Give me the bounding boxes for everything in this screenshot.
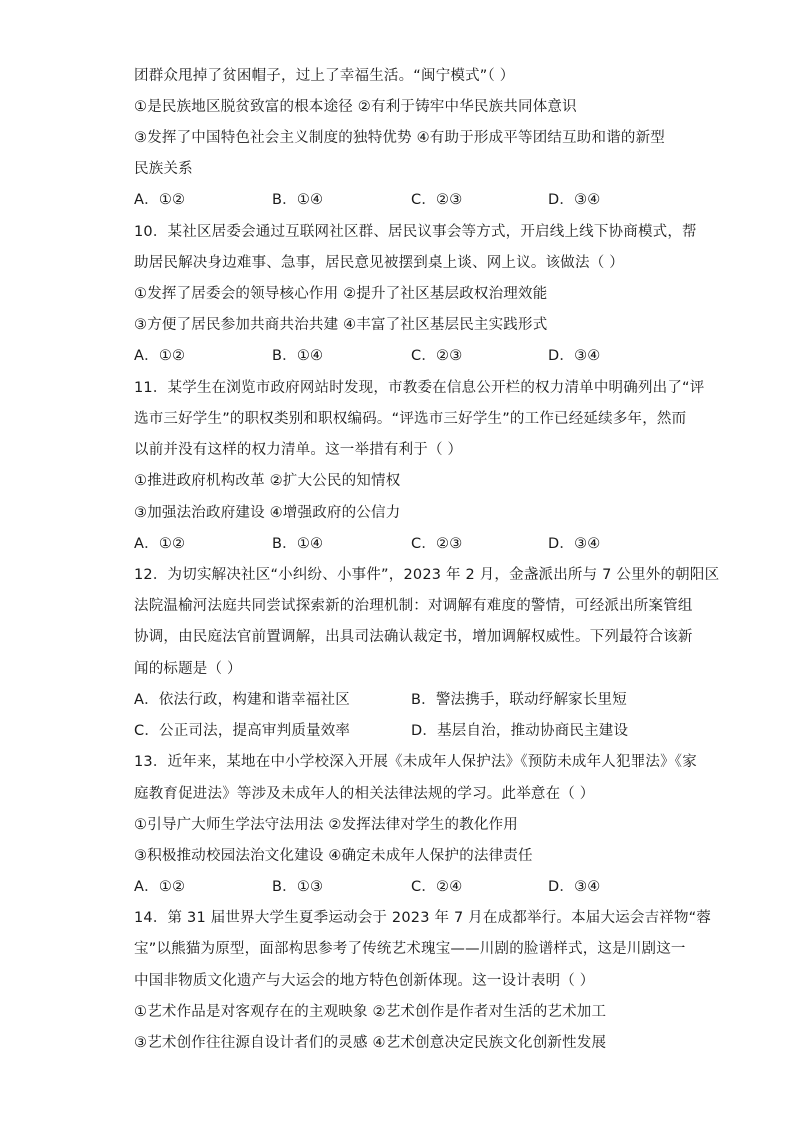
q10-option-b: B．①④ [272,348,324,364]
q12-option-b: B．警法携手，联动纾解家长里短 [411,692,627,708]
q14-stem-2: 宝”以熊猫为原型，面部构思参考了传统艺术瑰宝——川剧的脸谱样式，这是川剧这一 [134,941,686,957]
q13-option-a: A．①② [134,879,186,895]
q11-statements-1: ①推进政府机构改革 ②扩大公民的知情权 [134,473,401,489]
q11-stem-3: 以前并没有这样的权力清单。这一举措有利于（ ） [134,442,463,458]
q13-statements-2: ③积极推动校园法治文化建设 ④确定未成年人保护的法律责任 [134,848,533,864]
q14-statements-1: ①艺术作品是对客观存在的主观映象 ②艺术创作是作者对生活的艺术加工 [134,1004,607,1020]
q11-option-d: D．③④ [548,536,601,552]
q13-stem-2: 庭教育促进法》等涉及未成年人的相关法律法规的学习。此举意在（ ） [134,786,595,802]
q9-statements-2-cont: 民族关系 [134,161,193,177]
q13-stem-1: 13．近年来，某地在中小学校深入开展《未成年人保护法》《预防未成年人犯罪法》《家 [134,754,697,770]
q13-option-b: B．①③ [272,879,324,895]
q12-stem-4: 闻的标题是（ ） [134,661,242,677]
q13-option-c: C．②④ [411,879,463,895]
q12-stem-1: 12．为切实解决社区“小纠纷、小事件”，2023 年 2 月，金盏派出所与 7 公里外的朝阳区 [134,567,720,583]
q10-stem-2: 助居民解决身边难事、急事，居民意见被摆到桌上谈、网上议。该做法（ ） [134,255,624,271]
q10-option-a: A．①② [134,348,186,364]
q9-option-d: D．③④ [548,192,601,208]
q10-statements-2: ③方便了居民参加共商共治共建 ④丰富了社区基层民主实践形式 [134,317,548,333]
q12-option-c: C．公正司法，提高审判质量效率 [134,723,351,739]
q11-stem-1: 11．某学生在浏览市政府网站时发现，市教委在信息公开栏的权力清单中明确列出了“评 [134,380,705,396]
q13-option-d: D．③④ [548,879,601,895]
q10-option-d: D．③④ [548,348,601,364]
q9-statements-1: ①是民族地区脱贫致富的根本途径 ②有利于铸牢中华民族共同体意识 [134,99,577,115]
q14-statements-2: ③艺术创作往往源自设计者们的灵感 ④艺术创意决定民族文化创新性发展 [134,1035,607,1051]
q12-option-d: D．基层自治，推动协商民主建设 [411,723,629,739]
q12-stem-2: 法院温榆河法庭共同尝试探索新的治理机制：对调解有难度的警情，可经派出所案管组 [134,598,693,614]
q13-statements-1: ①引导广大师生学法守法用法 ②发挥法律对学生的教化作用 [134,817,519,833]
q14-stem-1: 14．第 31 届世界大学生夏季运动会于 2023 年 7 月在成都举行。本届大运会吉祥物“蓉 [134,910,712,926]
q12-option-a: A．依法行政，构建和谐幸福社区 [134,692,350,708]
q14-stem-3: 中国非物质文化遗产与大运会的地方特色创新体现。这一设计表明（ ） [134,973,595,989]
q11-statements-2: ③加强法治政府建设 ④增强政府的公信力 [134,505,401,521]
q12-stem-3: 协调，由民庭法官前置调解，出具司法确认裁定书，增加调解权威性。下列最符合该新 [134,629,693,645]
q10-statements-1: ①发挥了居委会的领导核心作用 ②提升了社区基层政权治理效能 [134,286,548,302]
q11-option-c: C．②③ [411,536,463,552]
q11-option-a: A．①② [134,536,186,552]
q9-stem-end: 团群众甩掉了贫困帽子，过上了幸福生活。“闽宁模式”（ ） [134,68,515,84]
q9-statements-2: ③发挥了中国特色社会主义制度的独特优势 ④有助于形成平等团结互助和谐的新型 [134,130,666,146]
q11-stem-2: 选市三好学生”的职权类别和职权编码。“评选市三好学生”的工作已经延续多年，然而 [134,411,687,427]
q9-option-a: A．①② [134,192,186,208]
q9-option-c: C．②③ [411,192,463,208]
q10-stem-1: 10．某社区居委会通过互联网社区群、居民议事会等方式，开启线上线下协商模式，帮 [134,224,697,240]
q10-option-c: C．②③ [411,348,463,364]
q9-option-b: B．①④ [272,192,324,208]
q11-option-b: B．①④ [272,536,324,552]
